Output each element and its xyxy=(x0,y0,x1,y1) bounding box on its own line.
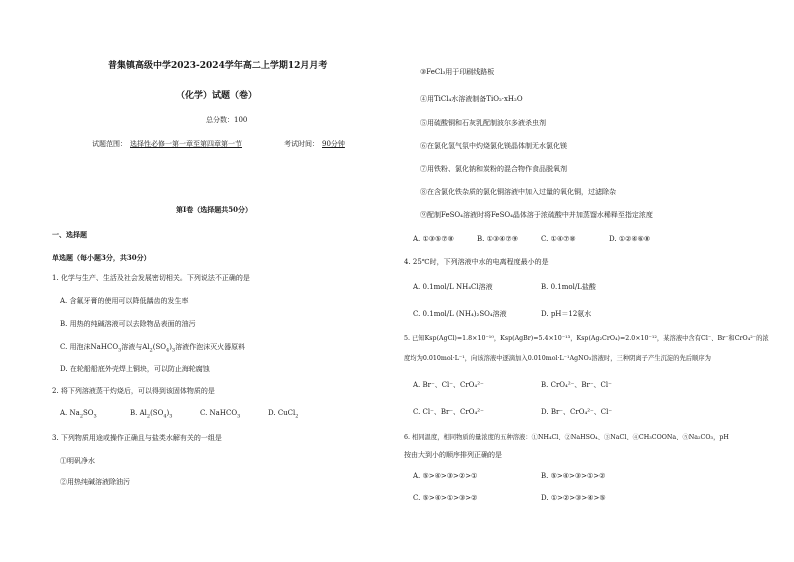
total-score: 总分数：100 xyxy=(206,116,248,124)
q1-option-b: B. 用热的纯碱溶液可以去除物品表面的油污 xyxy=(60,320,196,328)
q5-stem-line1: 5. 已知Ksp(AgCl)=1.8×10⁻¹⁰，Ksp(AgBr)=5.4×10⁻¹³，Ksp(Ag₂CrO₄)=2.0×10⁻¹²，某溶液中含有Cl⁻、Br⁻和CrO₄²⁻的浓 xyxy=(404,335,769,342)
q1-option-d: D. 在轮船船底外壳焊上铜块，可以防止海轮腐蚀 xyxy=(60,365,210,373)
q3-item-9: ⑨配制FeSO₄溶液时将FeSO₄晶体溶于浓硫酸中并加蒸馏水稀释至指定浓度 xyxy=(420,211,653,219)
q6-option-c: C. ⑤>④>①>③>② xyxy=(413,494,478,502)
single-choice-label: 单选题（每小题3分，共30分） xyxy=(52,253,151,262)
q3-option-b: B. ①③④⑦⑨ xyxy=(477,235,518,243)
time-value: 90分钟 xyxy=(322,140,345,148)
q3-item-3: ③FeCl₃用于印刷线路板 xyxy=(420,68,495,76)
q5-option-b: B. CrO₄²⁻、Br⁻、Cl⁻ xyxy=(541,381,612,389)
scope-label: 试题范围： xyxy=(92,140,127,148)
q3-option-c: C. ①④⑦⑧ xyxy=(541,235,576,243)
q3-stem: 3. 下列物质用途或操作正确且与盐类水解有关的一组是 xyxy=(52,434,222,442)
q5-stem-line2: 度均为0.010mol·L⁻¹，向该溶液中逐滴加入0.010mol·L⁻¹AgNO₃溶液时，三种阴离子产生沉淀的先后顺序为 xyxy=(404,355,711,362)
part-label: 一、选择题 xyxy=(52,230,87,239)
q1-option-c: C. 用泡沫NaHCO$_3$溶液与$Al_2(SO_4)_3$溶液作泡沫灭火器原料 xyxy=(60,343,246,354)
q3-item-6: ⑥在氯化氢气氛中灼烧氯化镁晶体制无水氯化镁 xyxy=(420,142,567,150)
q6-stem-line1: 6. 相同温度，相同物质的量浓度的五种溶液：①NH₄Cl、②NaHSO₄、③NaCl、④CH₃COONa、⑤Na₂CO₃，pH xyxy=(404,434,729,441)
q3-item-2: ②用热纯碱溶液除油污 xyxy=(60,478,130,486)
q1-stem: 1. 化学与生产、生活及社会发展密切相关。下列说法不正确的是 xyxy=(52,274,250,282)
exam-subtitle: （化学）试题（卷） xyxy=(176,91,258,101)
q4-option-a: A. 0.1mol/L NH₄Cl溶液 xyxy=(413,283,493,291)
section1-title: 第Ⅰ卷（选择题共50分） xyxy=(176,205,253,214)
exam-title: 普集镇高级中学2023-2024学年高二上学期12月月考 xyxy=(108,61,328,71)
q4-stem: 4. 25℃时，下列溶液中水的电离程度最小的是 xyxy=(404,258,549,266)
q3-item-4: ④用TiCl₄水溶液制备TiO₂·xH₂O xyxy=(420,95,523,103)
q3-option-d: D. ①②④⑥⑧ xyxy=(609,235,651,243)
q4-option-c: C. 0.1mol/L (NH₄)₂SO₄溶液 xyxy=(413,310,507,318)
q4-option-b: B. 0.1mol/L盐酸 xyxy=(541,283,596,291)
q1-option-a: A. 含氟牙膏的使用可以降低龋齿的发生率 xyxy=(60,297,189,305)
q3-item-7: ⑦用铁粉、氯化钠和炭粉的混合物作食品脱氧剂 xyxy=(420,165,567,173)
q6-stem-line2: 按由大到小的顺序排列正确的是 xyxy=(404,451,502,459)
q3-item-1: ①明矾净水 xyxy=(60,457,95,465)
q3-item-8: ⑧在含氯化铁杂质的氯化铜溶液中加入过量的氧化铜，过滤除杂 xyxy=(420,188,616,196)
scope-value: 选择性必修一第一章至第四章第一节 xyxy=(130,140,242,148)
q2-stem: 2. 将下列溶液蒸干灼烧后，可以得到该固体物质的是 xyxy=(52,387,215,395)
q5-option-d: D. Br⁻、CrO₄²⁻、Cl⁻ xyxy=(541,408,613,416)
q4-option-d: D. pH＝12氨水 xyxy=(541,310,592,318)
q2-option-c: C. NaHCO$_3$ xyxy=(200,409,241,420)
q2-option-d: D. CuCl$_2$ xyxy=(268,409,299,420)
q6-option-a: A. ⑤>④>③>②>① xyxy=(413,472,478,480)
q2-option-b: B. $Al_2(SO_4)_3$ xyxy=(130,409,173,420)
q6-option-d: D. ①>②>③>④>⑤ xyxy=(541,494,606,502)
time-label: 考试时间： xyxy=(284,140,319,148)
q2-option-a: A. $Na_2SO_3$ xyxy=(60,409,97,420)
q5-option-c: C. Cl⁻、Br⁻、CrO₄²⁻ xyxy=(413,408,484,416)
q3-option-a: A. ①③⑤⑦⑧ xyxy=(413,235,454,243)
q6-option-b: B. ⑤>④>③>①>② xyxy=(541,472,606,480)
q5-option-a: A. Br⁻、Cl⁻、CrO₄²⁻ xyxy=(413,381,484,389)
q3-item-5: ⑤用硫酸铜和石灰乳配制波尔多液杀虫剂 xyxy=(420,119,546,127)
